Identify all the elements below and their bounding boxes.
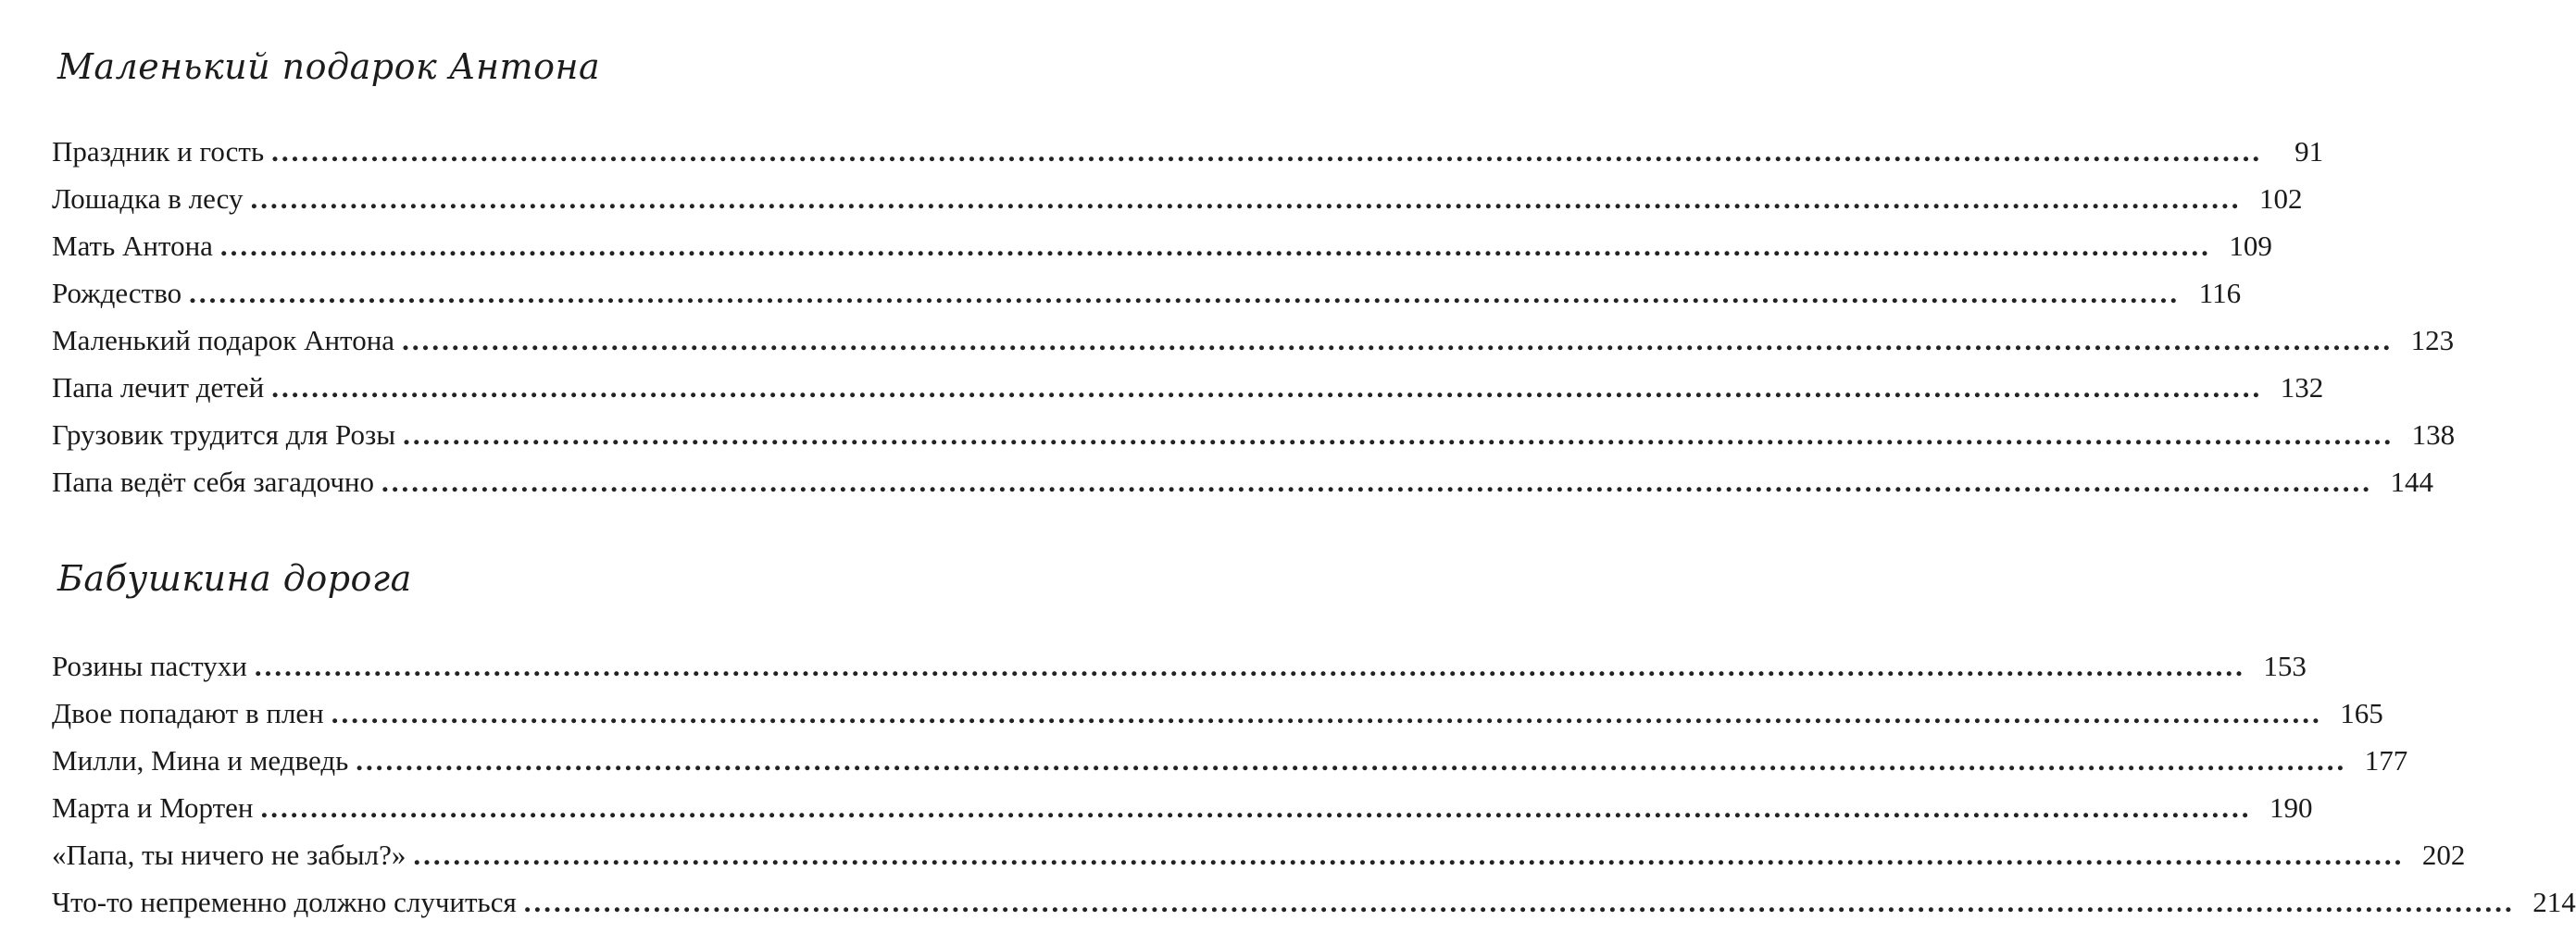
toc-entry-page: 202: [2421, 839, 2466, 871]
section-title: Бабушкина дорога: [57, 558, 412, 599]
toc-entry[interactable]: [52, 182, 2303, 230]
toc-entry-page: 138: [2411, 418, 2456, 451]
dot-leader: ........................................................................................................................................................................................................: [356, 744, 2347, 777]
toc-entry-page: 190: [2269, 791, 2313, 824]
toc-entry[interactable]: [52, 886, 2576, 933]
toc-entry-page: 153: [2263, 650, 2307, 682]
section-title: Маленький подарок Антона: [57, 46, 601, 87]
toc-entry-title: Розины пастухи: [52, 650, 247, 682]
toc-entry[interactable]: [52, 371, 2324, 418]
toc-entry[interactable]: [52, 650, 2307, 697]
toc-entry-title: Маленький подарок Антона: [52, 324, 395, 356]
toc-entry[interactable]: [52, 230, 2272, 277]
dot-leader: ........................................................................................................................................................................................................: [219, 230, 2211, 262]
toc-entry[interactable]: [52, 744, 2408, 791]
toc-entry-title: Марта и Мортен: [52, 791, 254, 824]
toc-entry[interactable]: [52, 418, 2456, 466]
toc-entry[interactable]: [52, 324, 2455, 371]
toc-entry-page: 214: [2532, 886, 2576, 918]
toc-entry-title: Грузовик трудится для Розы: [52, 418, 396, 451]
toc-entry-title: Двое попадают в плен: [52, 697, 324, 729]
dot-leader: ........................................................................................................................................................................................................: [254, 650, 2245, 682]
toc-entry[interactable]: [52, 277, 2242, 324]
toc-entry-title: Папа лечит детей: [52, 371, 265, 404]
dot-leader: ........................................................................................................................................................................................................: [523, 886, 2515, 918]
toc-entry-title: Лошадка в лесу: [52, 182, 244, 215]
dot-leader: ........................................................................................................................................................................................................: [250, 182, 2242, 215]
toc-entry-title: Папа ведёт себя загадочно: [52, 466, 375, 498]
toc-entry-title: «Папа, ты ничего не забыл?»: [52, 839, 406, 871]
toc-entry-page: 116: [2198, 277, 2242, 309]
dot-leader: ........................................................................................................................................................................................................: [271, 135, 2263, 168]
toc-entry-page: 132: [2280, 371, 2324, 404]
toc-entry-page: 123: [2410, 324, 2455, 356]
toc-entry-title: Что-то непременно должно случиться: [52, 886, 517, 918]
dot-leader: ........................................................................................................................................................................................................: [413, 839, 2405, 871]
dot-leader: ........................................................................................................................................................................................................: [381, 466, 2373, 498]
toc-entry-title: Милли, Мина и медведь: [52, 744, 349, 777]
toc-entry[interactable]: [52, 839, 2466, 886]
dot-leader: ........................................................................................................................................................................................................: [403, 418, 2395, 451]
toc-entry[interactable]: [52, 135, 2324, 182]
toc-entry[interactable]: [52, 791, 2313, 839]
toc-entry-title: Праздник и гость: [52, 135, 265, 168]
toc-entry[interactable]: [52, 466, 2434, 513]
toc-list: [52, 135, 2456, 513]
toc-entry-page: 165: [2340, 697, 2383, 729]
toc-entry[interactable]: [52, 697, 2383, 744]
toc-list: [52, 650, 2576, 933]
toc-entry-title: Рождество: [52, 277, 182, 309]
toc-entry-page: 177: [2364, 744, 2408, 777]
dot-leader: ........................................................................................................................................................................................................: [271, 371, 2263, 404]
dot-leader: ........................................................................................................................................................................................................: [402, 324, 2394, 356]
toc-entry-page: 91: [2295, 135, 2324, 168]
toc-entry-page: 102: [2259, 182, 2303, 215]
dot-leader: ........................................................................................................................................................................................................: [331, 697, 2322, 729]
toc-entry-page: 109: [2229, 230, 2272, 262]
toc-entry-title: Мать Антона: [52, 230, 213, 262]
dot-leader: ........................................................................................................................................................................................................: [189, 277, 2181, 309]
dot-leader: ........................................................................................................................................................................................................: [260, 791, 2252, 824]
toc-entry-page: 144: [2390, 466, 2434, 498]
